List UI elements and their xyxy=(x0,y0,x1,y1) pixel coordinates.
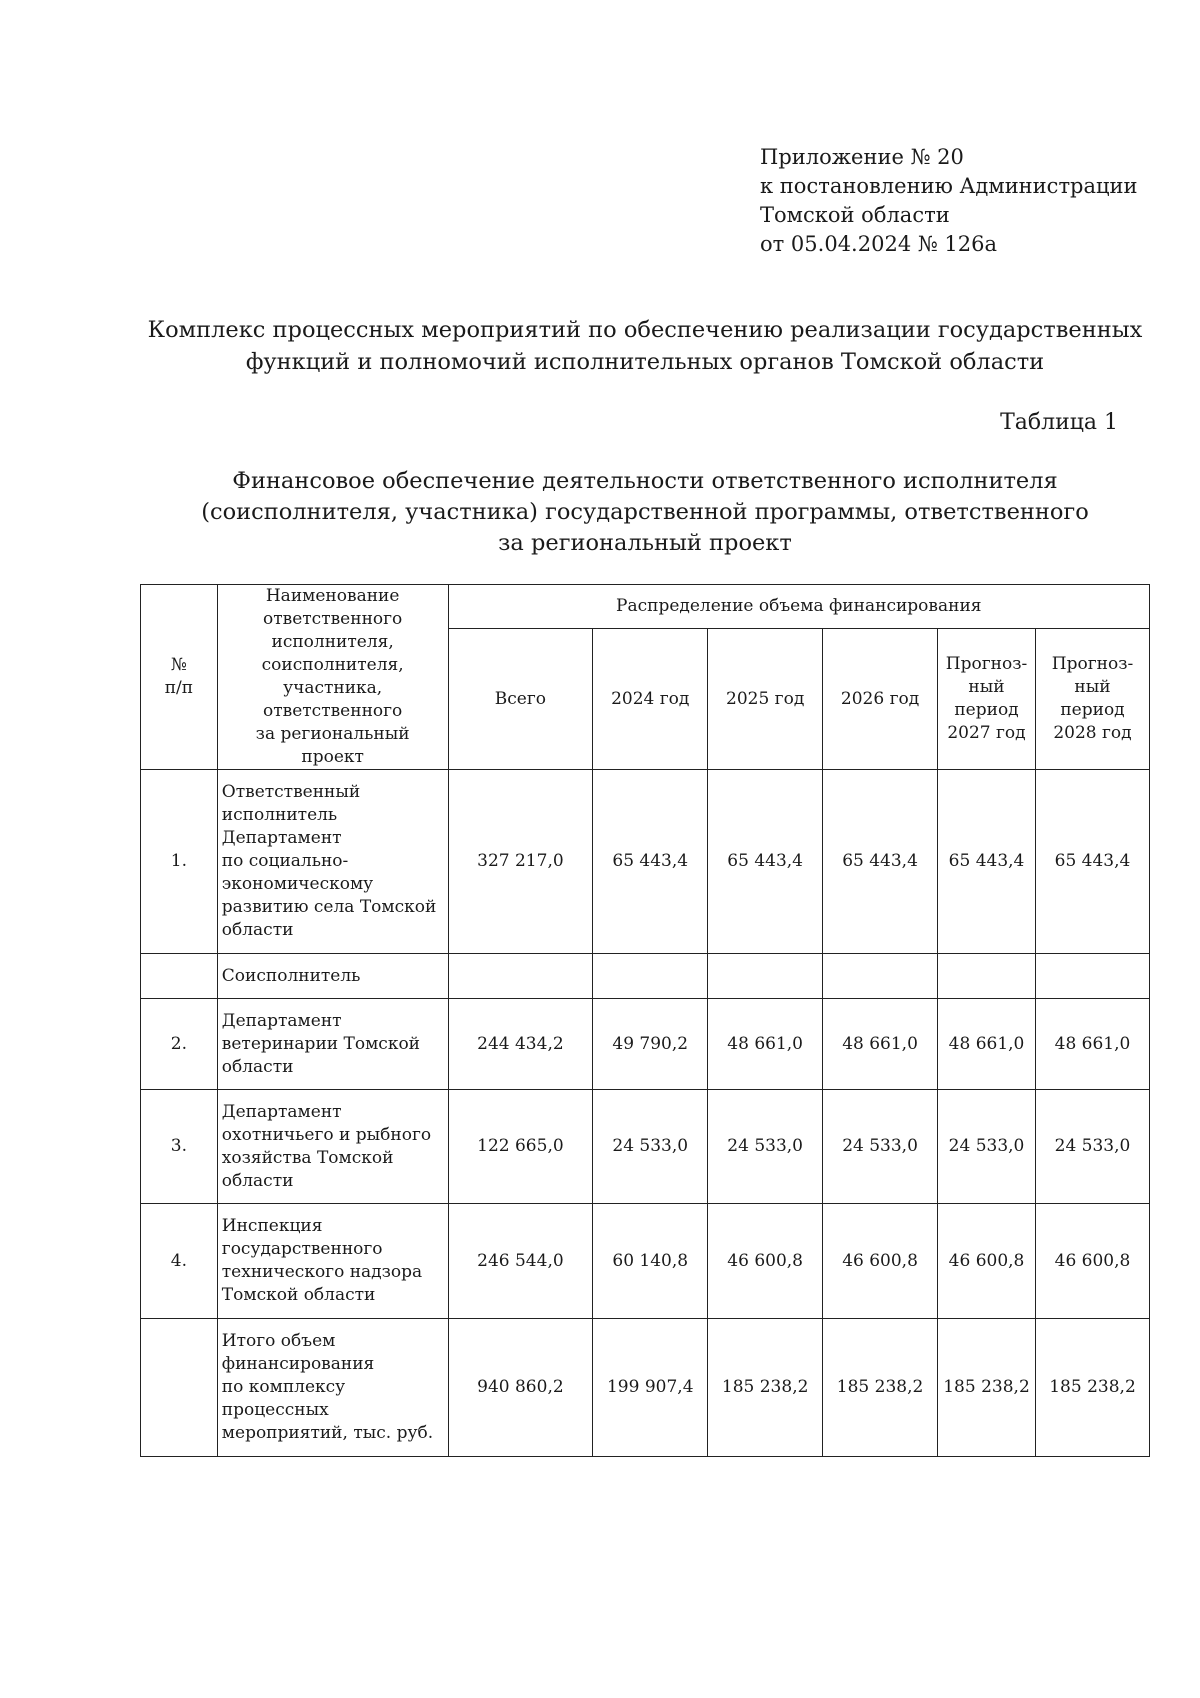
row-value: 60 140,8 xyxy=(593,1204,708,1319)
cell-line: Итого объем xyxy=(221,1331,336,1351)
row-value: 46 600,8 xyxy=(938,1204,1036,1319)
row-value: 46 600,8 xyxy=(1036,1204,1150,1319)
cell-line: 2026 год xyxy=(840,688,920,709)
cell-line: по комплексу xyxy=(221,1377,346,1397)
cell-line: Соисполнитель xyxy=(221,965,361,986)
row-number xyxy=(141,954,218,999)
row-value: 48 661,0 xyxy=(1036,999,1150,1090)
row-value: 185 238,2 xyxy=(938,1319,1036,1457)
cell-line: ответственного xyxy=(263,701,403,721)
row-number: 4. xyxy=(141,1204,218,1319)
header-name xyxy=(217,585,448,770)
cell-line: участника, xyxy=(283,678,383,698)
row-name xyxy=(217,1090,448,1204)
appendix-line: Томской области xyxy=(760,203,950,227)
cell-line: соисполнителя, xyxy=(261,655,404,675)
row-value: 185 238,2 xyxy=(708,1319,823,1457)
row-value: 48 661,0 xyxy=(938,999,1036,1090)
subtitle-line: Финансовое обеспечение деятельности ответственного исполнителя xyxy=(232,468,1058,494)
cell-line: области xyxy=(221,1170,294,1191)
title-line: Комплекс процессных мероприятий по обеспечению реализации государственных xyxy=(147,317,1143,343)
cell-line: охотничьего и рыбного xyxy=(221,1124,432,1145)
appendix-block xyxy=(760,143,1138,259)
row-value xyxy=(593,954,708,999)
row-value: 199 907,4 xyxy=(593,1319,708,1457)
row-value: 49 790,2 xyxy=(593,999,708,1090)
cell-line: Департамент xyxy=(221,1101,342,1122)
cell-line: 2025 год xyxy=(726,688,805,709)
row-value: 940 860,2 xyxy=(448,1319,593,1457)
cell-line: Наименование xyxy=(265,586,400,606)
cell-line: ответственного xyxy=(263,609,403,629)
header-total xyxy=(448,629,593,770)
row-name xyxy=(217,1204,448,1319)
row-value: 65 443,4 xyxy=(593,770,708,954)
cell-line: Прогноз- xyxy=(1051,654,1134,675)
row-value: 246 544,0 xyxy=(448,1204,593,1319)
cell-line: процессных xyxy=(221,1400,329,1420)
row-value xyxy=(448,954,593,999)
document-title xyxy=(0,314,1200,378)
cell-line: области xyxy=(221,920,294,940)
subtitle-line: за региональный проект xyxy=(498,530,792,556)
cell-line: 2024 год xyxy=(611,688,690,709)
cell-line: Ответственный xyxy=(221,782,361,802)
subtitle-line: (соисполнителя, участника) государственной программы, ответственного xyxy=(201,499,1089,525)
cell-line: 2027 год xyxy=(947,723,1026,744)
cell-line: исполнителя, xyxy=(271,632,394,652)
table-row xyxy=(141,1090,1150,1204)
row-value: 48 661,0 xyxy=(708,999,823,1090)
row-value: 46 600,8 xyxy=(708,1204,823,1319)
header-distribution: Распределение объема финансирования xyxy=(448,585,1149,629)
financing-table xyxy=(140,584,1150,1457)
row-value: 24 533,0 xyxy=(708,1090,823,1204)
table-row xyxy=(141,770,1150,954)
cell-line: Прогноз- xyxy=(945,654,1028,675)
cell-line: экономическому xyxy=(221,874,374,894)
row-value xyxy=(823,954,938,999)
row-value xyxy=(938,954,1036,999)
row-number xyxy=(141,1319,218,1457)
cell-line: 2028 год xyxy=(1053,723,1132,744)
appendix-line: к постановлению Администрации xyxy=(760,174,1138,198)
cell-line: за региональный проект xyxy=(255,724,410,767)
row-value: 65 443,4 xyxy=(708,770,823,954)
row-value: 65 443,4 xyxy=(938,770,1036,954)
cell-line: № xyxy=(170,655,187,675)
cell-line: ветеринарии Томской xyxy=(221,1033,421,1054)
row-number: 2. xyxy=(141,999,218,1090)
table-subtitle xyxy=(0,466,1200,559)
row-name xyxy=(217,1319,448,1457)
cell-line: период xyxy=(954,700,1019,721)
header-2024 xyxy=(593,629,708,770)
row-value xyxy=(708,954,823,999)
cell-line: Департамент xyxy=(221,1010,342,1031)
cell-line: государственного xyxy=(221,1239,383,1259)
title-line: функций и полномочий исполнительных органов Томской области xyxy=(245,349,1045,375)
cell-line: Томской области xyxy=(221,1285,376,1305)
row-value: 122 665,0 xyxy=(448,1090,593,1204)
cell-line: финансирования xyxy=(221,1354,375,1374)
table-row xyxy=(141,1204,1150,1319)
table-row xyxy=(141,1319,1150,1457)
row-value: 48 661,0 xyxy=(823,999,938,1090)
cell-line: ный xyxy=(1074,677,1111,698)
cell-line: технического надзора xyxy=(221,1262,423,1282)
cell-line: Инспекция xyxy=(221,1216,323,1236)
row-value: 244 434,2 xyxy=(448,999,593,1090)
row-value: 185 238,2 xyxy=(823,1319,938,1457)
row-value: 65 443,4 xyxy=(823,770,938,954)
header-num xyxy=(141,585,218,770)
header-2028 xyxy=(1036,629,1150,770)
row-value: 327 217,0 xyxy=(448,770,593,954)
header-2027 xyxy=(938,629,1036,770)
row-name xyxy=(217,999,448,1090)
cell-line: Департамент xyxy=(221,828,342,848)
row-value: 24 533,0 xyxy=(593,1090,708,1204)
cell-line: исполнитель xyxy=(221,805,338,825)
header-2026 xyxy=(823,629,938,770)
row-value: 24 533,0 xyxy=(938,1090,1036,1204)
cell-line: ный xyxy=(968,677,1005,698)
row-value: 24 533,0 xyxy=(823,1090,938,1204)
row-name xyxy=(217,770,448,954)
table-label: Таблица 1 xyxy=(1000,410,1118,435)
cell-line: хозяйства Томской xyxy=(221,1147,394,1168)
row-number: 1. xyxy=(141,770,218,954)
cell-line: период xyxy=(1060,700,1125,721)
cell-line: Всего xyxy=(494,688,547,709)
header-2025 xyxy=(708,629,823,770)
row-value xyxy=(1036,954,1150,999)
cell-line: мероприятий, тыс. руб. xyxy=(221,1423,434,1443)
cell-line: по социально- xyxy=(221,851,349,871)
table-row xyxy=(141,954,1150,999)
appendix-line: от 05.04.2024 № 126а xyxy=(760,232,997,256)
appendix-line: Приложение № 20 xyxy=(760,145,964,169)
row-value: 65 443,4 xyxy=(1036,770,1150,954)
row-number: 3. xyxy=(141,1090,218,1204)
cell-line: развитию села Томской xyxy=(221,897,437,917)
row-value: 46 600,8 xyxy=(823,1204,938,1319)
cell-line: п/п xyxy=(164,678,194,698)
cell-line: области xyxy=(221,1056,294,1077)
row-value: 185 238,2 xyxy=(1036,1319,1150,1457)
row-value: 24 533,0 xyxy=(1036,1090,1150,1204)
row-name xyxy=(217,954,448,999)
table-row xyxy=(141,999,1150,1090)
